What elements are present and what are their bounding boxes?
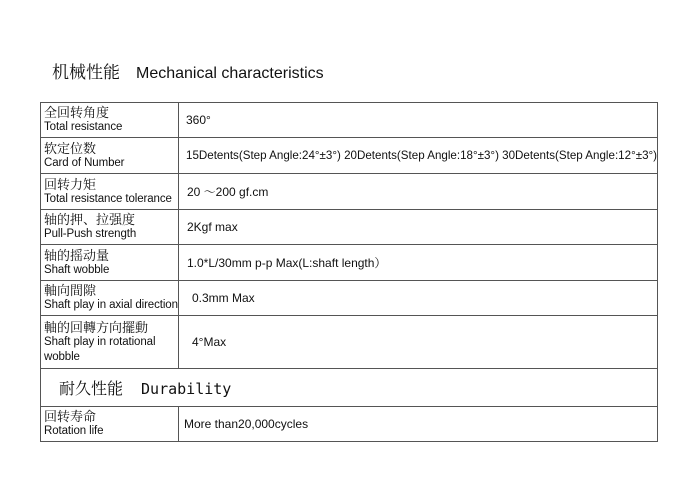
title-en: Mechanical characteristics [136, 65, 324, 82]
row-label: 轴的押、拉强度 Pull-Push strength [41, 210, 179, 245]
table-row [41, 138, 658, 174]
table-row [41, 174, 658, 210]
section-header-durability [41, 369, 658, 407]
row-label: 回转力矩 Total resistance tolerance [41, 174, 179, 210]
row-value: 2Kgf max [179, 210, 658, 245]
row-value: 360° [179, 103, 658, 138]
row-label: 软定位数 Card of Number [41, 138, 179, 174]
title-zh: 机械性能 [52, 63, 120, 82]
row-value: 4°Max [179, 316, 658, 369]
row-label: 全回转角度 Total resistance [41, 103, 179, 138]
row-label: 回转寿命 Rotation life [41, 407, 179, 442]
row-label: 軸的回轉方向擺動 Shaft play in rotational wobble [41, 316, 179, 369]
row-label: 軸向間隙 Shaft play in axial direction [41, 281, 179, 316]
table-row [41, 407, 658, 442]
table-row [41, 281, 658, 316]
row-value: 1.0*L/30mm p-p Max(L:shaft length） [179, 245, 658, 281]
row-label: 轴的摇动量 Shaft wobble [41, 245, 179, 281]
page-title [52, 58, 324, 83]
row-value: 15Detents(Step Angle:24°±3°) 20Detents(Step Angle:18°±3°) 30Detents(Step Angle:12°±3°) [179, 138, 658, 174]
spec-table [40, 102, 658, 442]
row-value: More than20,000cycles [179, 407, 658, 442]
row-value: 20 ～200 gf.cm [179, 174, 658, 210]
row-value: 0.3mm Max [179, 281, 658, 316]
table-row [41, 210, 658, 245]
table-row [41, 245, 658, 281]
section-title-en: Durability [141, 380, 232, 398]
table-row [41, 103, 658, 138]
table-row [41, 316, 658, 369]
section-title-zh: 耐久性能 [59, 381, 124, 398]
